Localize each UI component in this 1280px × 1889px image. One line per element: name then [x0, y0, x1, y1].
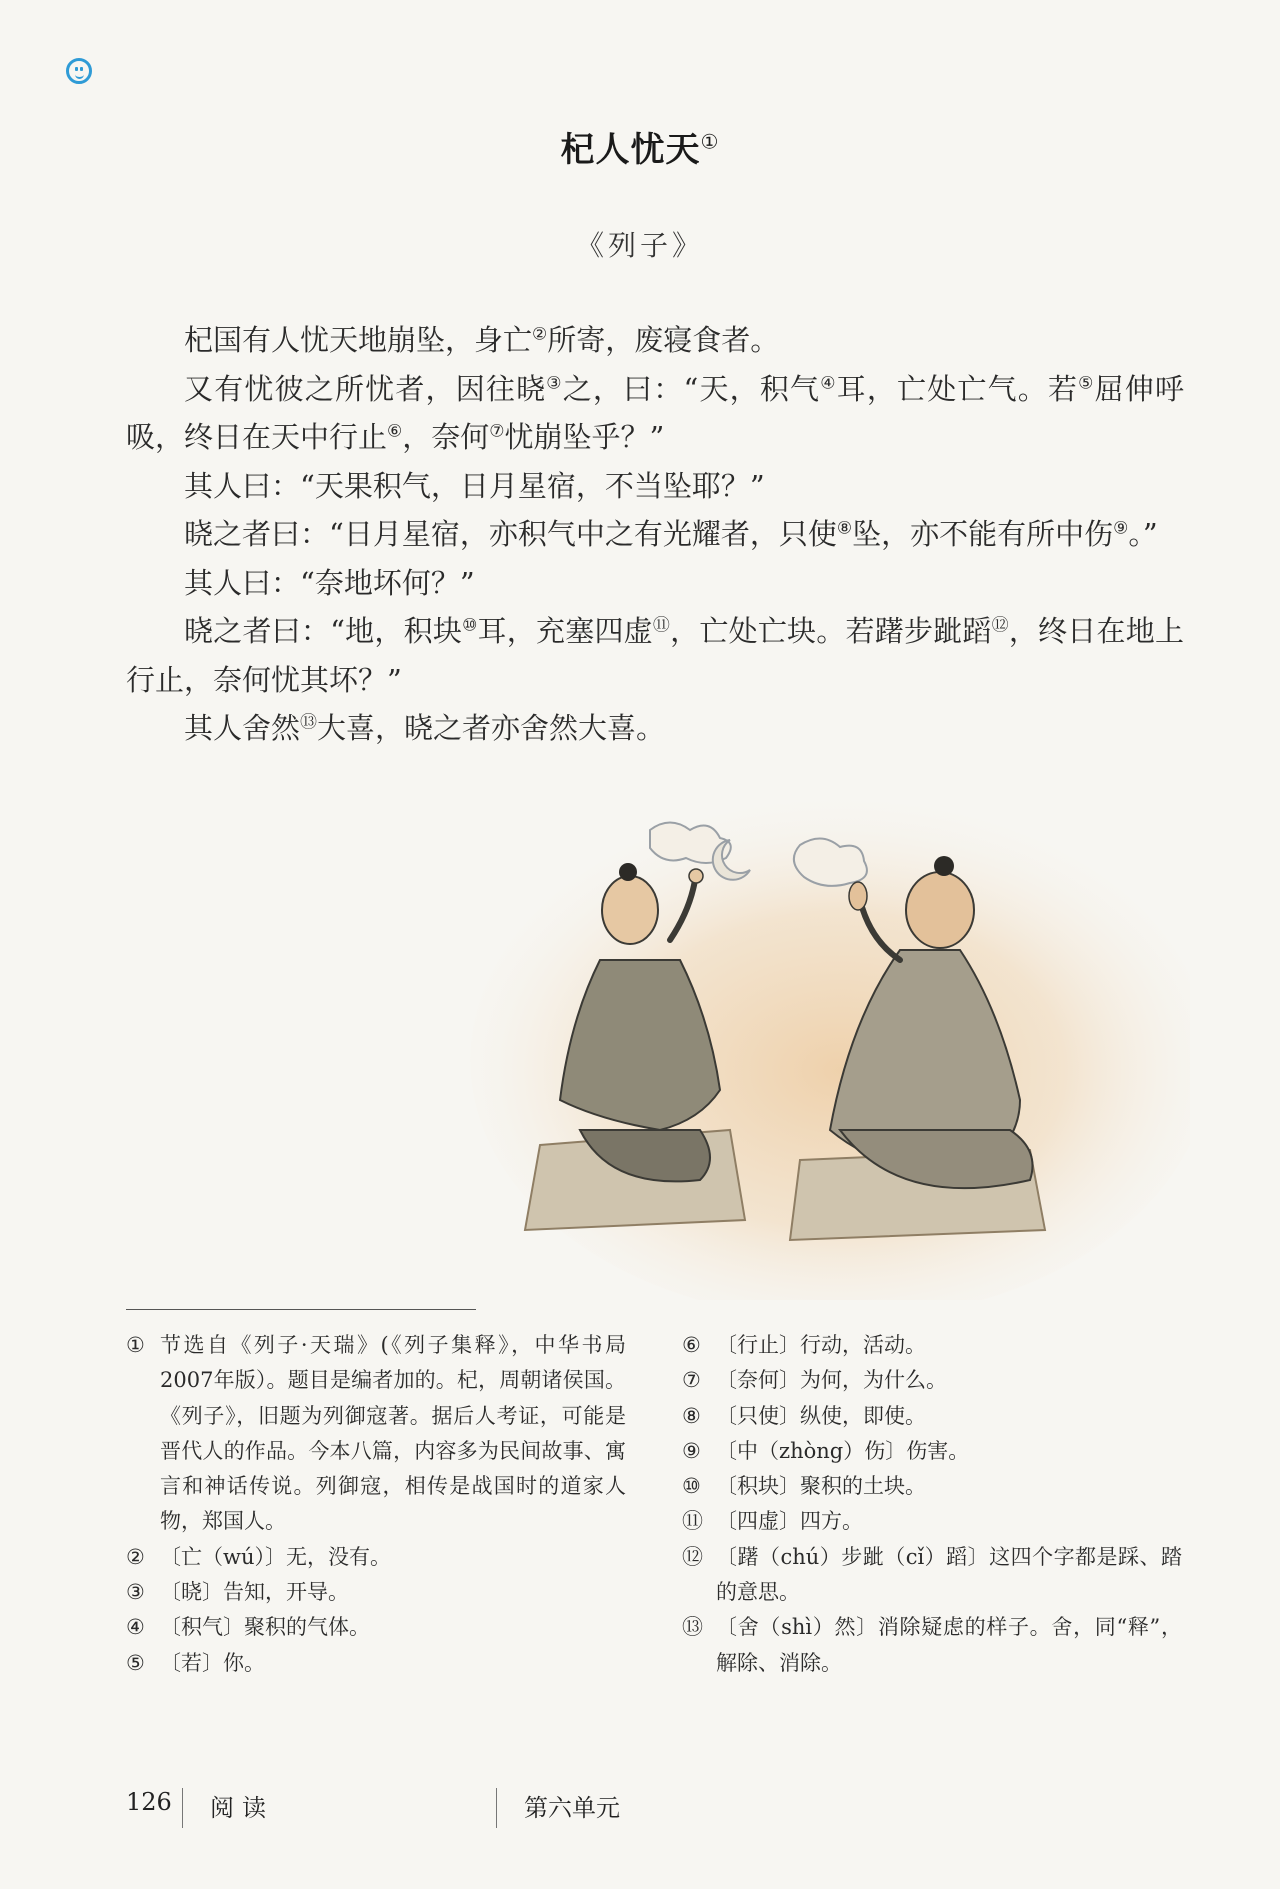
text-segment: 所寄，废寝食者。	[547, 323, 780, 357]
footnote-text: 〔积气〕聚积的气体。	[160, 1615, 370, 1640]
footnote-marker: ⑫	[991, 615, 1009, 636]
text-segment: 其人曰：“天果积气，日月星宿，不当坠耶？”	[184, 468, 765, 503]
footnote-text: 〔奈何〕为何，为什么。	[716, 1368, 947, 1393]
footnote-text: 〔中（zhòng）伤〕伤害。	[716, 1438, 970, 1463]
text-paragraph	[126, 510, 1184, 559]
footnote-item	[126, 1610, 626, 1645]
footnote-text: 节选自《列子·天瑞》(《列子集释》，中华书局2007年版）。题目是编者加的。杞，周朝诸侯国。《列子》，旧题为列御寇著。据后人考证，可能是晋代人的作品。今本八篇，内容多为民间故事、寓言和神话传说。列御寇，相传是战国时的道家人物，郑国人。	[160, 1333, 626, 1534]
text-segment: 大喜，晓之者亦舍然大喜。	[317, 711, 666, 745]
footnote-number: ⑦	[682, 1368, 701, 1393]
footnote-text: 〔四虚〕四方。	[716, 1509, 863, 1534]
text-segment: ，奈何	[402, 420, 490, 454]
footnote-item	[126, 1646, 626, 1681]
text-segment: 晓之者曰：“日月星宿，亦积气中之有光耀者，只使	[184, 517, 837, 551]
footer-divider	[496, 1788, 497, 1828]
text-segment: 耳，充塞四虚	[477, 614, 653, 648]
text-segment: 晓之者曰：“地，积块	[184, 614, 463, 648]
text-segment: 屈伸呼吸，终日在天中行止	[126, 371, 1184, 454]
footnote-number: ⑥	[682, 1333, 701, 1357]
text-paragraph	[126, 365, 1184, 462]
text-segment: 其人舍然	[184, 711, 301, 745]
text-segment: 忧崩坠乎？”	[504, 420, 665, 454]
footer-divider	[182, 1788, 183, 1828]
footnote-item	[682, 1469, 1182, 1504]
footnote-number: ④	[126, 1615, 145, 1640]
main-text	[126, 316, 1184, 753]
footnote-item	[126, 1575, 626, 1610]
footnote-number: ⑪	[682, 1509, 703, 1534]
footnote-item	[126, 1540, 626, 1575]
smiley-face-icon	[66, 58, 92, 84]
text-segment: ，亡处亡块。若躇步跐蹈	[670, 614, 992, 648]
footnote-number: ⑩	[682, 1474, 701, 1499]
footnote-marker: ⑩	[462, 615, 478, 636]
text-segment: 坠，亦不能有所中伤	[852, 517, 1114, 551]
footnote-marker: ⑨	[1113, 518, 1129, 539]
footnote-marker: ⑦	[489, 421, 505, 442]
title-footnote-marker: ①	[700, 129, 720, 154]
text-segment: 杞国有人忧天地崩坠，身亡	[184, 323, 533, 357]
footnote-marker: ②	[532, 324, 548, 345]
footnote-divider	[126, 1309, 476, 1310]
text-segment: 。”	[1128, 517, 1158, 551]
text-paragraph	[126, 559, 1184, 608]
text-segment: 其人曰：“奈地坏何？”	[184, 565, 475, 600]
footnote-text: 〔舍（shì）然〕消除疑虑的样子。舍，同“释”，解除、消除。	[716, 1615, 1182, 1675]
footnote-text: 〔积块〕聚积的土块。	[716, 1474, 926, 1499]
footnote-text: 〔只使〕纵使，即使。	[716, 1403, 926, 1428]
footnote-marker: ⑬	[300, 712, 318, 733]
footnote-number: ③	[126, 1580, 145, 1605]
footnotes-right-column	[682, 1328, 1182, 1681]
footnote-text: 〔行止〕行动，活动。	[716, 1333, 926, 1357]
text-segment: 耳，亡处亡气。若	[836, 371, 1079, 406]
page-number: 126	[126, 1788, 172, 1816]
footnote-text: 〔躇（chú）步跐（cǐ）蹈〕这四个字都是踩、踏的意思。	[716, 1544, 1182, 1605]
text-segment: ，终日在地上行止，奈何忧其坏？”	[126, 614, 1184, 697]
footnote-item	[682, 1328, 1182, 1363]
footer-unit: 第六单元	[524, 1794, 620, 1822]
footnote-marker: ⑧	[836, 518, 853, 539]
text-paragraph	[126, 316, 1184, 365]
footnote-item	[682, 1434, 1182, 1469]
footnote-marker: ③	[546, 372, 563, 393]
footnote-text: 〔若〕你。	[160, 1650, 265, 1675]
footnote-marker: ⑤	[1078, 372, 1095, 393]
text-segment: 之，曰：“天，积气	[562, 371, 821, 406]
footnote-number: ⑫	[682, 1544, 703, 1569]
footnote-text: 〔晓〕告知，开导。	[160, 1580, 349, 1605]
footnote-text: 〔亡（wú）〕无，没有。	[160, 1544, 391, 1569]
footer-section: 阅读	[210, 1794, 274, 1822]
footnote-item	[682, 1504, 1182, 1539]
footnote-marker: ⑪	[652, 615, 671, 636]
footnote-marker: ④	[820, 372, 837, 393]
footnote-number: ①	[126, 1333, 145, 1357]
footnotes-left-column	[126, 1328, 626, 1681]
illustration-two-men-kneeling	[470, 800, 1190, 1300]
footnote-number: ⑬	[682, 1615, 703, 1640]
footnote-number: ②	[126, 1544, 145, 1569]
page-footer	[0, 1788, 1280, 1828]
footnote-number: ⑤	[126, 1650, 145, 1675]
footnote-item	[682, 1399, 1182, 1434]
text-segment: 又有忧彼之所忧者，因往晓	[184, 371, 547, 406]
page-title: 杞人忧天①	[560, 129, 720, 170]
footnote-item	[682, 1363, 1182, 1398]
footnote-number: ⑨	[682, 1438, 701, 1463]
source-line: 《列子》	[575, 229, 704, 262]
footnote-item	[682, 1610, 1182, 1681]
footnote-marker: ⑥	[387, 421, 403, 442]
text-paragraph	[126, 462, 1184, 511]
text-paragraph	[126, 607, 1184, 704]
footnote-item	[126, 1328, 626, 1540]
footnote-number: ⑧	[682, 1403, 701, 1428]
footnote-item	[682, 1540, 1182, 1611]
text-paragraph	[126, 704, 1184, 753]
